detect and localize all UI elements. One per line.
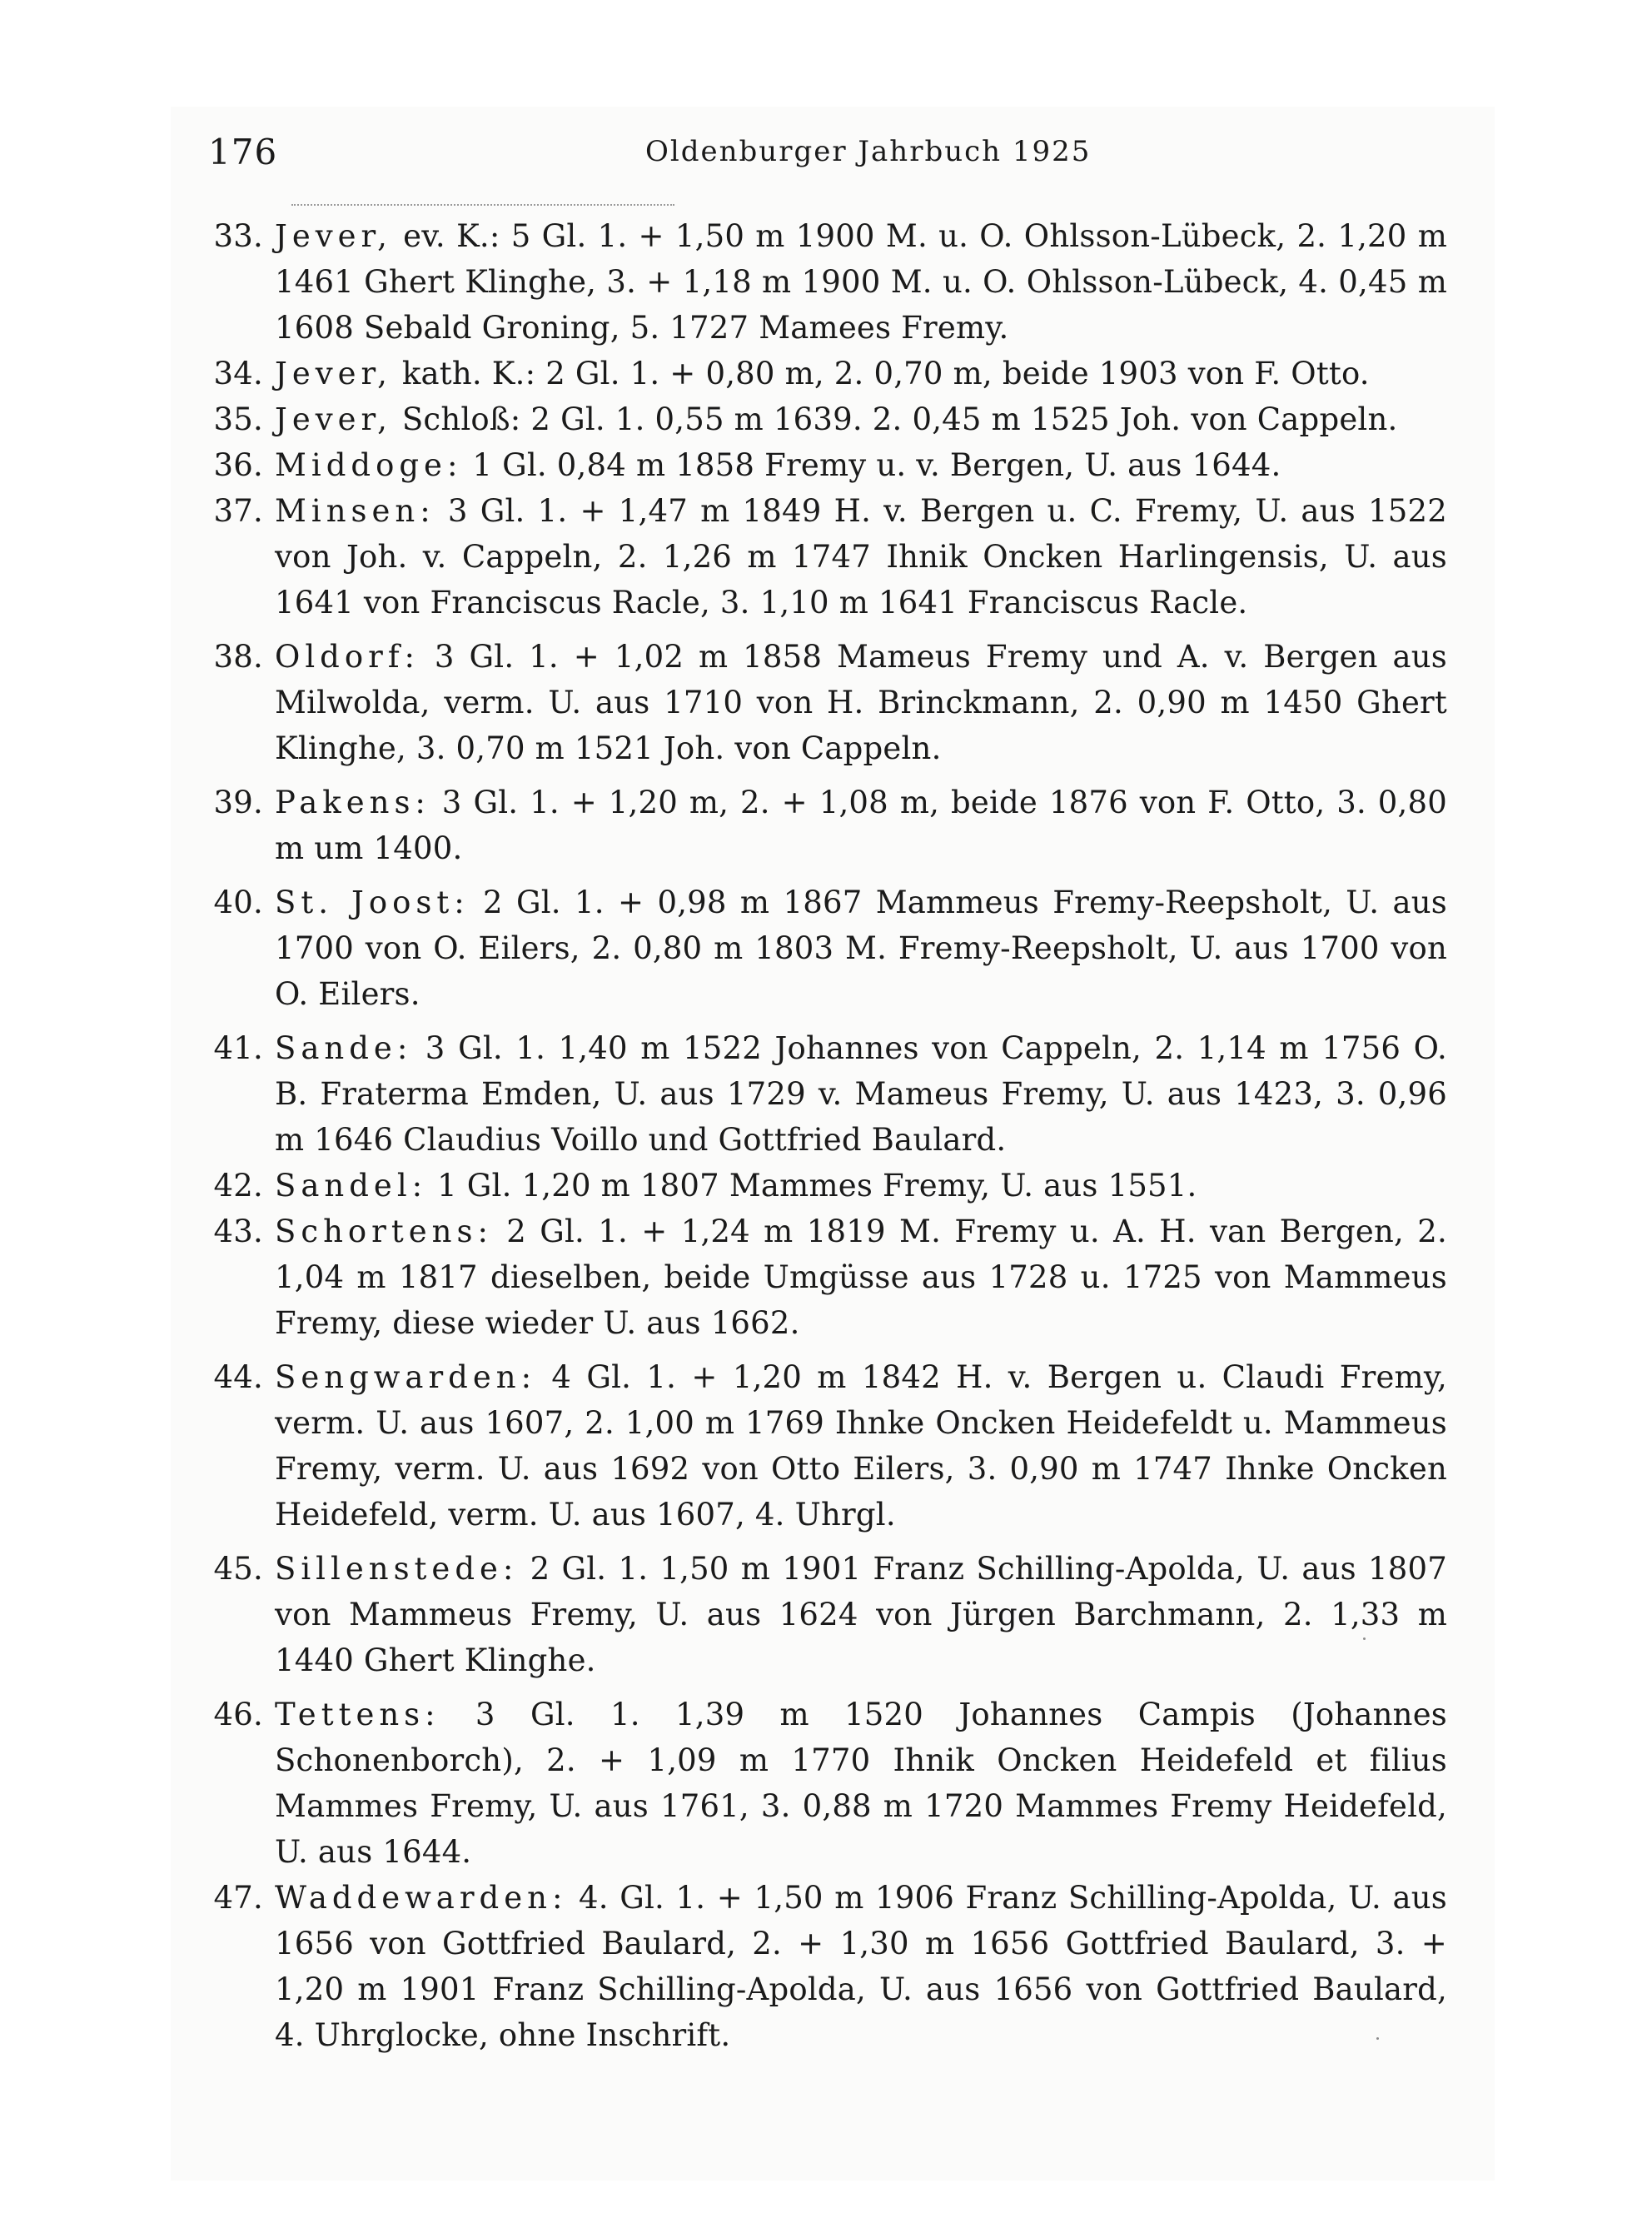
bell-inventory-list: [171, 213, 1495, 2058]
list-item: [171, 780, 1495, 871]
entry-body: 4 Gl. 1. + 1,20 m 1842 H. v. Bergen u. Claudi Fremy, verm. U. aus 1607, 2. 1,00 m 1769 Ihnke Oncken Heidefeldt u. Mammeus Fremy, verm. U. aus 1692 von Otto Eilers, 3. 0,90 m 1747 Ihnke Oncken Heidefeld, verm. U. aus 1607, 4. Uhrgl.: [275, 1359, 1447, 1533]
document-page: [171, 107, 1495, 2181]
place-name: Schortens:: [275, 1214, 493, 1249]
entry-number: 44.: [213, 1359, 263, 1395]
entry-text: [275, 351, 1447, 396]
entry-number: 34.: [213, 356, 263, 391]
entry-text: [275, 1875, 1447, 2058]
running-title: Oldenburger Jahrbuch 1925: [645, 135, 1092, 168]
entry-body: 1 Gl. 0,84 m 1858 Fremy u. v. Bergen, U. aus 1644.: [462, 447, 1281, 483]
page-number: 176: [208, 132, 278, 172]
entry-text: [275, 880, 1447, 1017]
place-name: Sillenstede:: [275, 1551, 519, 1587]
entry-text: [275, 442, 1447, 488]
place-name: St. Joost:: [275, 885, 470, 920]
list-item: [171, 1692, 1495, 1875]
list-item: [171, 1546, 1495, 1683]
place-name: Sande:: [275, 1030, 413, 1066]
entry-body: 2 Gl. 1. 1,50 m 1901 Franz Schilling-Apolda, U. aus 1807 von Mammeus Fremy, U. aus 1624 von Jürgen Barchmann, 2. 1,33 m 1440 Ghert Klinghe.: [275, 1551, 1447, 1678]
entry-number: 33.: [213, 218, 263, 254]
entry-text: [275, 634, 1447, 771]
place-name: Jever,: [275, 401, 392, 437]
entry-text: [275, 1209, 1447, 1346]
place-name: Sandel:: [275, 1168, 428, 1204]
entry-text: [275, 780, 1447, 871]
entry-number: 36.: [213, 447, 263, 483]
entry-number: 40.: [213, 885, 263, 920]
entry-body: 3 Gl. 1. 1,40 m 1522 Johannes von Cappeln, 2. 1,14 m 1756 O. B. Fraterma Emden, U. aus 1729 v. Mameus Fremy, U. aus 1423, 3. 0,96 m 1646 Claudius Voillo und Gottfried Baulard.: [275, 1030, 1447, 1158]
entry-body: Schloß: 2 Gl. 1. 0,55 m 1639. 2. 0,45 m 1525 Joh. von Cappeln.: [391, 401, 1398, 437]
entry-number: 41.: [213, 1030, 263, 1066]
entry-number: 42.: [213, 1168, 263, 1204]
scan-speck: [1363, 1637, 1366, 1640]
entry-text: [275, 1354, 1447, 1538]
scan-speck: [1376, 2037, 1379, 2040]
entry-body: 4. Gl. 1. + 1,50 m 1906 Franz Schilling-Apolda, U. aus 1656 von Gottfried Baulard, 2. + 1,30 m 1656 Gottfried Baulard, 3. + 1,20 m 1901 Franz Schilling-Apolda, U. aus 1656 von Gottfried Baulard, 4. Uhrglocke, ohne Inschrift.: [275, 1880, 1447, 2053]
place-name: Waddewarden:: [275, 1880, 568, 1916]
entry-text: [275, 1692, 1447, 1875]
entry-number: 45.: [213, 1551, 263, 1587]
entry-text: [275, 396, 1447, 442]
list-item: [171, 1875, 1495, 2058]
list-item: [171, 1354, 1495, 1538]
entry-body: 3 Gl. 1. + 1,20 m, 2. + 1,08 m, beide 1876 von F. Otto, 3. 0,80 m um 1400.: [275, 785, 1447, 866]
place-name: Middoge:: [275, 447, 463, 483]
entry-text: [275, 488, 1447, 626]
list-item: [171, 213, 1495, 351]
place-name: Jever,: [275, 356, 392, 391]
entry-body: 3 Gl. 1. + 1,47 m 1849 H. v. Bergen u. C. Fremy, U. aus 1522 von Joh. v. Cappeln, 2. 1,26 m 1747 Ihnik Oncken Harlingensis, U. aus 1641 von Franciscus Racle, 3. 1,10 m 1641 Franciscus Racle.: [275, 493, 1447, 621]
place-name: Oldorf:: [275, 639, 420, 675]
place-name: Jever,: [275, 218, 392, 254]
entry-number: 47.: [213, 1880, 263, 1916]
entry-number: 37.: [213, 493, 263, 529]
entry-body: 2 Gl. 1. + 0,98 m 1867 Mammeus Fremy-Reepsholt, U. aus 1700 von O. Eilers, 2. 0,80 m 1803 M. Fremy-Reepsholt, U. aus 1700 von O. Eilers.: [275, 885, 1447, 1012]
entry-body: 1 Gl. 1,20 m 1807 Mammes Fremy, U. aus 1551.: [427, 1168, 1197, 1204]
place-name: Pakens:: [275, 785, 430, 820]
entry-number: 43.: [213, 1214, 263, 1249]
list-item: [171, 880, 1495, 1017]
place-name: Minsen:: [275, 493, 435, 529]
entry-number: 38.: [213, 639, 263, 675]
place-name: Sengwarden:: [275, 1359, 537, 1395]
list-item: [171, 351, 1495, 396]
page-header: [208, 132, 1449, 182]
list-item: [171, 1163, 1495, 1209]
entry-body: kath. K.: 2 Gl. 1. + 0,80 m, 2. 0,70 m, beide 1903 von F. Otto.: [391, 356, 1370, 391]
entry-body: ev. K.: 5 Gl. 1. + 1,50 m 1900 M. u. O. Ohlsson-Lübeck, 2. 1,20 m 1461 Ghert Klinghe, 3. + 1,18 m 1900 M. u. O. Ohlsson-Lübeck, 4. 0,45 m 1608 Sebald Groning, 5. 1727 Mamees Fremy.: [275, 218, 1447, 346]
entry-body: 3 Gl. 1. + 1,02 m 1858 Mameus Fremy und A. v. Bergen aus Milwolda, verm. U. aus 1710 von H. Brinckmann, 2. 0,90 m 1450 Ghert Klinghe, 3. 0,70 m 1521 Joh. von Cappeln.: [275, 639, 1447, 766]
list-item: [171, 396, 1495, 442]
entry-text: [275, 1025, 1447, 1163]
entry-body: 2 Gl. 1. + 1,24 m 1819 M. Fremy u. A. H. van Bergen, 2. 1,04 m 1817 dieselben, beide Umgüsse aus 1728 u. 1725 von Mammeus Fremy, diese wieder U. aus 1662.: [275, 1214, 1447, 1341]
entry-number: 46.: [213, 1697, 263, 1732]
list-item: [171, 1025, 1495, 1163]
entry-text: [275, 213, 1447, 351]
entry-text: [275, 1163, 1447, 1209]
entry-number: 39.: [213, 785, 263, 820]
header-rule: [291, 204, 674, 206]
list-item: [171, 488, 1495, 626]
list-item: [171, 1209, 1495, 1346]
entry-number: 35.: [213, 401, 263, 437]
entry-text: [275, 1546, 1447, 1683]
list-item: [171, 442, 1495, 488]
place-name: Tettens:: [275, 1697, 440, 1732]
list-item: [171, 634, 1495, 771]
entry-body: 3 Gl. 1. 1,39 m 1520 Johannes Campis (Johannes Schonenborch), 2. + 1,09 m 1770 Ihnik Oncken Heidefeld et filius Mammes Fremy, U. aus 1761, 3. 0,88 m 1720 Mammes Fremy Heidefeld, U. aus 1644.: [275, 1697, 1447, 1870]
